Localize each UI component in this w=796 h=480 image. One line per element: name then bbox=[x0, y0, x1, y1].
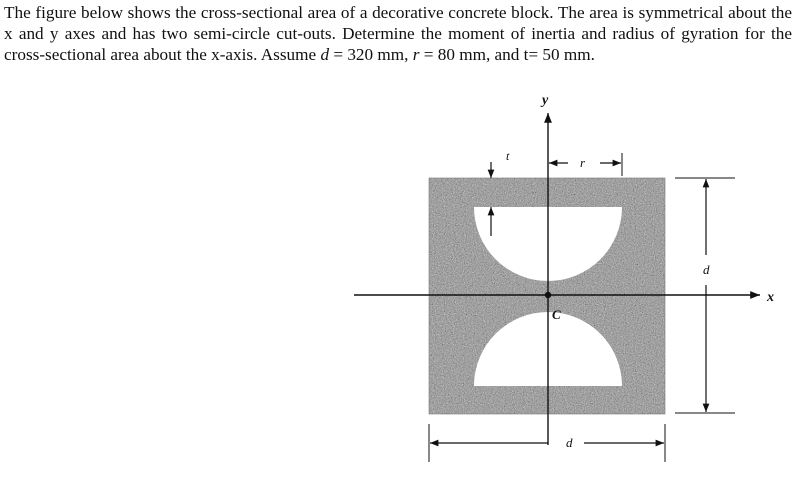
r-label: r bbox=[580, 155, 586, 170]
d-horizontal-label: d bbox=[566, 435, 573, 450]
x-axis-label: x bbox=[767, 290, 774, 305]
d-vertical-label: d bbox=[703, 262, 710, 277]
y-axis-label: y bbox=[542, 93, 549, 108]
problem-text-part-1: The figure below shows the cross-sectional area of a decorative concrete block. The area is symmetrical about the x and y axes and has two semi-circle cut-outs. Determine the moment of inertia and radius of gyration for the cross-sectional area about the x-axis. Assume bbox=[4, 3, 792, 64]
centroid-point bbox=[545, 292, 551, 298]
t-label: t bbox=[506, 149, 510, 163]
problem-text-part-2: = 320 mm, bbox=[329, 45, 413, 64]
centroid-label: C bbox=[552, 307, 561, 322]
problem-text-part-3: = 80 mm, and t= 50 mm. bbox=[419, 45, 595, 64]
variable-d: d bbox=[320, 45, 330, 64]
variable-r: r bbox=[412, 45, 420, 64]
